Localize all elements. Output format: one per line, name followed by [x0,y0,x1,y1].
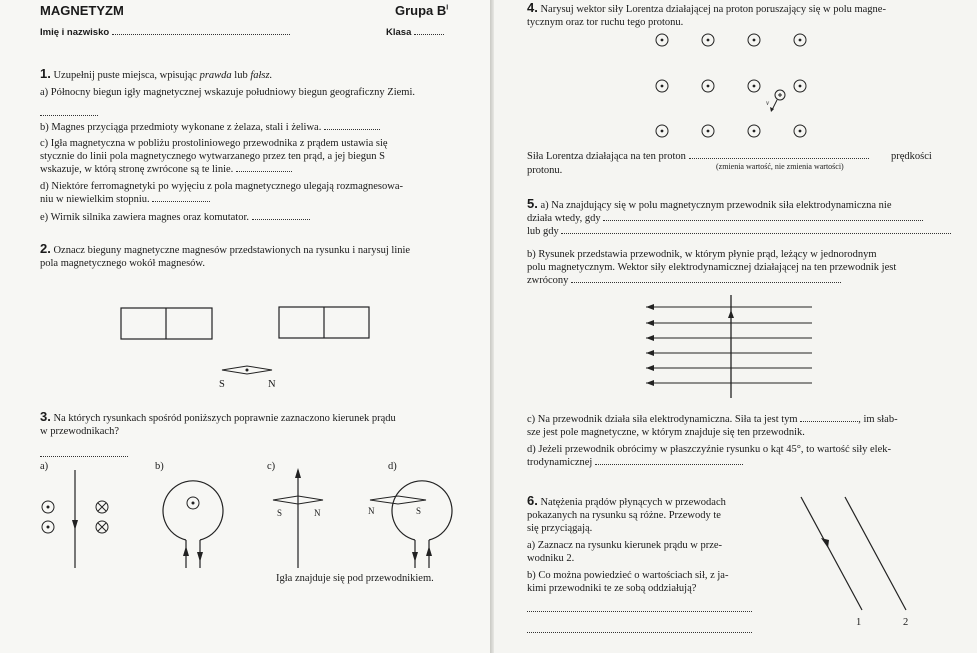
current-in-icon [98,523,106,531]
q3-c-s: S [277,508,283,518]
q3-label-a: a) [40,461,49,472]
group-label: Grupa $B^I$ [395,3,449,18]
q3-label-d: d) [388,461,397,472]
page-title: MAGNETYZM [40,3,124,18]
q3-label-b: b) [155,461,164,472]
current-in-icon [98,503,106,511]
q1-prompt: 1. Uzupełnij puste miejsca, wpisując prawda lub fałsz. [40,66,273,81]
q3-d-s: S [416,506,422,516]
current-out-icon [47,526,50,529]
q2-s-label: S [219,379,225,390]
velocity-label: v [766,99,770,107]
q5-b: b) Rysunek przedstawia przewodnik, w którym płynie prąd, leżący w jednorodnym polu magnetycznym. Wektor siły elektrodynamicznej działającej na ten przewodnik jest zwrócony [527,249,897,286]
q1-a: a) Północny biegun igły magnetycznej wskazuje południowy biegun geograficzny Ziemi. [40,87,415,98]
q6-text: 6. Natężenia prądów płynących w przewodach pokazanych na rysunku są różne. Przewody te się przyciągają. a) Zaznacz na rysunku kierunek prądu w prze- wodniku 2. b) Co można powiedzieć o wartościach sił, z ja- kimi przewodniki te ze sobą oddziałują? [527,494,762,637]
wire-2-label: 2 [903,617,909,628]
q2-prompt: 2. Oznacz bieguny magnetyczne magnesów przedstawionych na rysunku i narysuj linie pola magnetycznego wokół magnesów. [40,241,411,269]
q4-hint: (zmienia wartość, nie zmienia wartości) [716,162,844,171]
q1-e: e) Wirnik silnika zawiera magnes oraz komutator. [40,211,310,224]
q1-c: c) Igła magnetyczna w pobliżu prostoliniowego przewodnika z prądem ustawia się stycznie do linii pola magnetycznego wytwarzanego przez ten prąd, a jej biegun S wskazuje, w którą stronę zwrócone są te linie. [40,138,388,175]
q1-b: b) Magnes przyciąga przedmioty wykonane z żelaza, stali i żeliwa. [40,121,380,134]
q5-a: 5. a) Na znajdujący się w polu magnetycznym przewodnik siła elektrodynamiczna nie działa wtedy, gdy lub gdy [527,197,957,238]
q3-c-n: N [314,508,321,518]
wire-1 [801,497,862,610]
q3-d-n: N [368,506,375,516]
q3-caption: Igła znajduje się pod przewodnikiem. [276,573,434,584]
current-out-icon [192,502,195,505]
wire-1-label: 1 [856,617,862,628]
q5-d: d) Jeżeli przewodnik obrócimy w płaszczyźnie rysunku o kąt 45°, to wartość siły elek- trodynamicznej [527,444,892,468]
q4-answer: Siła Lorentza działająca na ten proton [527,150,869,163]
q3-label-c: c) [267,461,276,472]
compass-needle [370,496,426,504]
q4-answer-b: prędkości [891,151,932,162]
wire-2 [845,497,906,610]
class-label: Klasa [386,26,444,38]
q4-answer-c: protonu. [527,165,563,176]
q3-prompt: 3. Na których rysunkach spośród poniższych poprawnie zaznaczono kierunek prądu w przewodnikach? [40,409,396,437]
q2-n-label: N [268,379,276,390]
name-label: Imię i nazwisko [40,26,290,38]
q6-figure [494,0,977,653]
right-page [494,0,977,653]
current-out-icon [47,506,50,509]
q5-c: c) Na przewodnik działa siła elektrodynamiczna. Siła ta jest tym , im słab- sze jest pole magnetyczne, w którym znajduje się ten przewodnik. [527,414,898,438]
q1-d: d) Niektóre ferromagnetyki po wyjęciu z pola magnetycznego ulegają rozmagnesowa- niu w niewielkim stopniu. [40,181,403,205]
q4-prompt: 4. Narysuj wektor siły Lorentza działającej na proton poruszający się w polu magne- tycznym oraz tor ruchu tego protonu. [527,0,886,28]
